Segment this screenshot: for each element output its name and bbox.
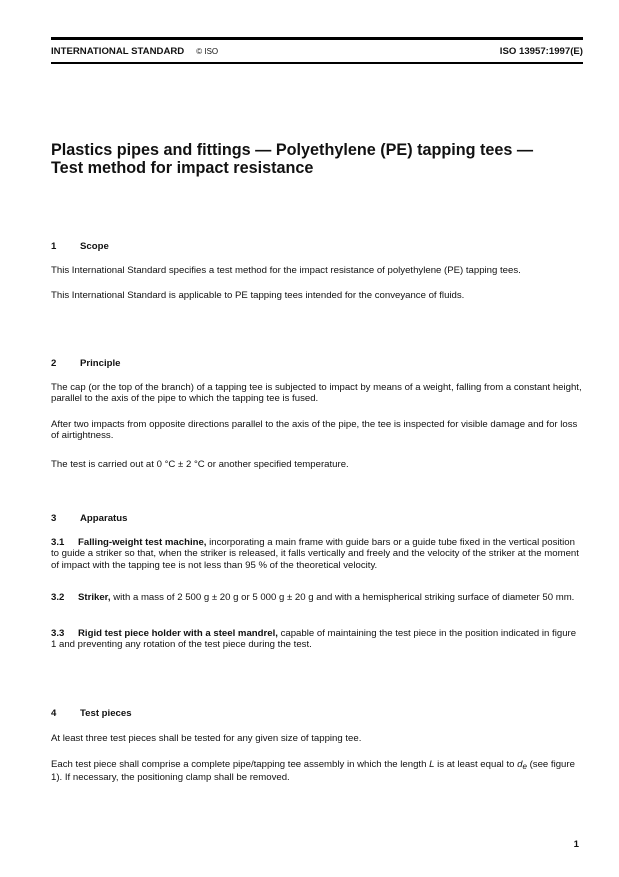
apparatus-item-3-2 <box>51 592 583 603</box>
apparatus-item-3-1 <box>51 537 583 571</box>
title-line-1: Plastics pipes and fittings — Polyethylene (PE) tapping tees — <box>51 141 534 159</box>
item-term: Striker, <box>78 592 111 603</box>
principle-paragraph-3: The test is carried out at 0 °C ± 2 °C or another specified temperature. <box>51 459 349 470</box>
header-top-rule <box>51 37 583 40</box>
symbol-length: L <box>429 759 435 770</box>
section-number: 3 <box>51 513 57 524</box>
text: (see figure 1). If necessary, the positioning clamp shall be removed. <box>51 759 575 784</box>
item-number: 3.1 <box>51 537 65 548</box>
item-text: capable of maintaining the test piece in the position indicated in figure 1 and preventing any rotation of the test piece during the test. <box>51 628 577 651</box>
item-text: incorporating a main frame with guide bars or a guide tube fixed in the vertical position to guide a striker so that, when the striker is released, it falls vertically and freely and the velocity of the striker at the moment of impact with the tapping tee is not less than 95 % of the theoretical velocity. <box>51 537 579 571</box>
header-document-id: ISO 13957:1997(E) <box>499 46 583 57</box>
section-number: 2 <box>51 358 57 369</box>
item-term: Falling-weight test machine, <box>78 537 207 548</box>
section-title: Principle <box>80 358 121 369</box>
text: Each test piece shall comprise a complete pipe/tapping tee assembly in which the length <box>51 759 430 770</box>
section-number: 1 <box>51 241 57 252</box>
title-line-2: Test method for impact resistance <box>51 159 314 177</box>
scope-paragraph-2: This International Standard is applicable to PE tapping tees intended for the conveyance of fluids. <box>51 290 465 301</box>
header-copyright: © ISO <box>196 47 219 56</box>
principle-paragraph-1: The cap (or the top of the branch) of a tapping tee is subjected to impact by means of a weight, falling from a constant height, parallel to the axis of the pipe to which the tapping tee is fused. <box>51 382 582 405</box>
item-number: 3.2 <box>51 592 65 603</box>
section-heading-principle <box>51 358 583 369</box>
text: is at least equal to <box>434 759 518 770</box>
symbol-diameter: d <box>517 759 523 770</box>
section-title: Scope <box>80 241 109 252</box>
principle-paragraph-2: After two impacts from opposite directions parallel to the axis of the pipe, the tee is inspected for visible damage and for loss of airtightness. <box>51 419 578 442</box>
section-number: 4 <box>51 708 57 719</box>
section-title: Test pieces <box>80 708 132 719</box>
section-title: Apparatus <box>80 513 128 524</box>
page-number: 1 <box>573 839 579 850</box>
symbol-subscript: e <box>522 762 527 771</box>
item-term: Rigid test piece holder with a steel mandrel, <box>78 628 278 639</box>
item-text: with a mass of 2 500 g ± 20 g or 5 000 g ± 20 g and with a hemispherical striking surface of diameter 50 mm. <box>110 592 575 603</box>
scope-paragraph-1: This International Standard specifies a test method for the impact resistance of polyethylene (PE) tapping tees. <box>51 265 521 276</box>
section-heading-apparatus <box>51 513 583 524</box>
test-pieces-paragraph-2 <box>51 759 583 784</box>
section-heading-test-pieces <box>51 708 583 719</box>
test-pieces-paragraph-1: At least three test pieces shall be tested for any given size of tapping tee. <box>51 733 362 744</box>
document-title <box>51 141 583 177</box>
section-heading-scope <box>51 241 583 252</box>
apparatus-item-3-3 <box>51 628 583 651</box>
header-bottom-rule <box>51 62 583 64</box>
header-standard-label: INTERNATIONAL STANDARD © ISO <box>51 46 219 57</box>
item-number: 3.3 <box>51 628 65 639</box>
